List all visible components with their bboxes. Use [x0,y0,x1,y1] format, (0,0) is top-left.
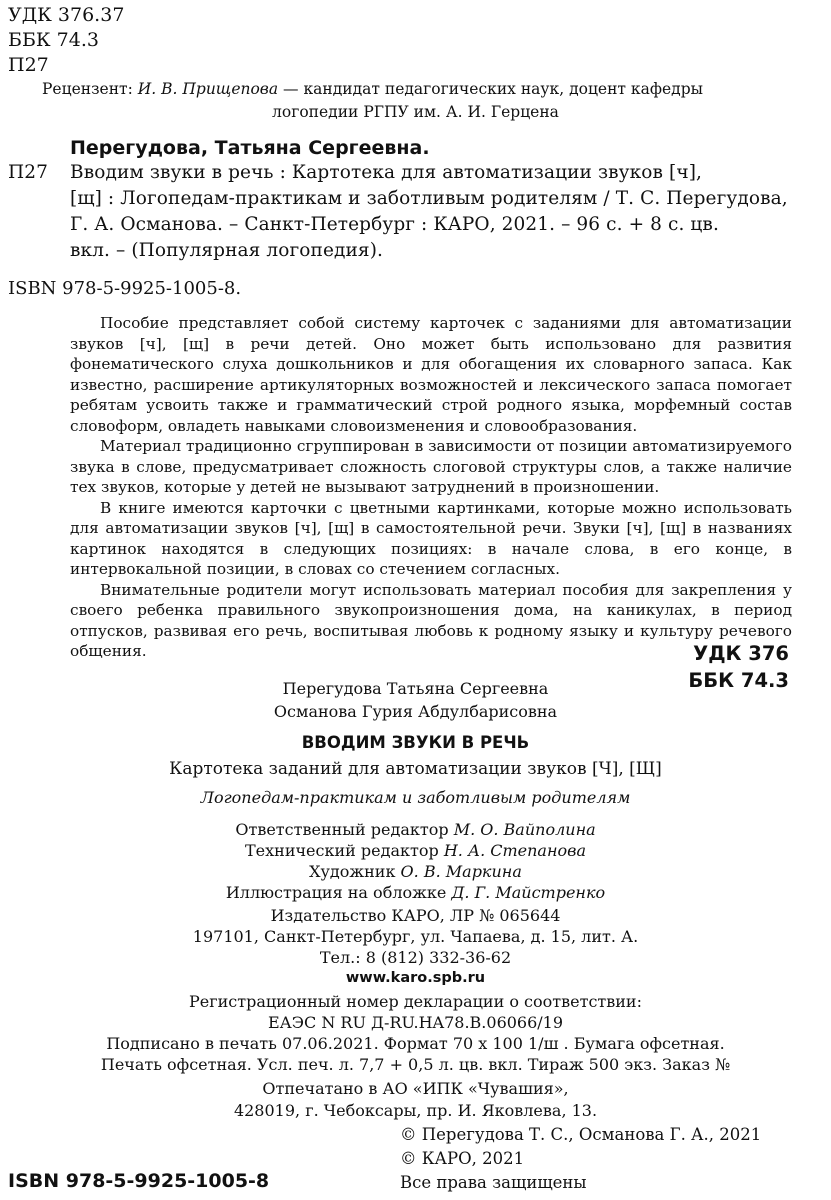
credit-role: Художник [309,862,396,881]
reviewer-credentials: — кандидат педагогических наук, доцент кафедры [283,80,703,98]
rights-reserved: Все права защищены [400,1173,587,1192]
credit-name: М. О. Вайполина [453,820,596,839]
output-audience: Логопедам-практикам и заботливым родителям [200,788,631,807]
bib-line-2: [щ] : Логопедам-практикам и заботливым родителям / Т. С. Перегудова, [70,188,788,209]
bib-line-3: Г. А. Османова. – Санкт-Петербург : КАРО, 2021. – 96 с. + 8 с. цв. [70,214,719,235]
reviewer-line [42,80,703,98]
bib-line-1: Вводим звуки в речь : Картотека для автоматизации звуков [ч], [70,162,702,183]
credit-name: О. В. Маркина [400,862,522,881]
credit-line [0,820,831,839]
output-author-1: Перегудова Татьяна Сергеевна [282,679,549,698]
annotation [70,313,792,662]
copyright-publisher: © КАРО, 2021 [400,1149,525,1168]
annotation-paragraph: Материал традиционно сгруппирован в зависимости от позиции автоматизируемого звука в слове, предусматривает сложность слоговой структуры слов, а также наличие тех звуков, которые у детей не вызывают затруднений в произношении. [70,437,792,496]
credit-name: Н. А. Степанова [443,841,586,860]
footer-isbn: ISBN 978-5-9925-1005-8 [8,1170,270,1192]
credit-line [0,862,831,881]
publisher-address: 197101, Санкт-Петербург, ул. Чапаева, д. 15, лит. А. [192,927,639,946]
output-author-2: Османова Гурия Абдулбарисовна [273,702,558,721]
publisher-phone: Тел.: 8 (812) 332-36-62 [319,948,512,967]
reviewer-label: Рецензент: [42,80,133,98]
credit-role: Технический редактор [244,841,439,860]
output-subtitle: Картотека заданий для автоматизации звуков [Ч], [Щ] [169,759,662,779]
annotation-paragraph: В книге имеются карточки с цветными картинками, которые можно использовать для автоматизации звуков [ч], [щ] в самостоятельной речи. Звуки [ч], [щ] в названиях картинок находятся в следующих позициях: в начале слова, в его конце, в интервокальной позиции, в словах со стечением согласных. [70,498,792,578]
copyright-authors: © Перегудова Т. С., Османова Г. А., 2021 [400,1125,762,1144]
udk-bottom: УДК 376 [693,642,789,665]
reviewer-name: И. В. Прищепова [137,80,279,98]
output-title: ВВОДИМ ЗВУКИ В РЕЧЬ [301,733,530,752]
author-heading: Перегудова, Татьяна Сергеевна. [70,137,430,159]
bib-author-mark: П27 [8,162,48,183]
credit-name: Д. Г. Майстренко [451,883,606,902]
print-details-2: Печать офсетная. Усл. печ. л. 7,7 + 0,5 л. цв. вкл. Тираж 500 экз. Заказ № [100,1055,731,1074]
registration-line-1: Регистрационный номер декларации о соответствии: [189,992,642,1011]
publisher-website[interactable]: www.karo.spb.ru [345,970,486,986]
annotation-paragraph: Внимательные родители могут использовать материал пособия для закрепления у своего ребенка правильного звукопроизношения дома, на каникулах, в период отпусков, развивая его речь, воспитывая любовь к родному языку и культуру речевого общения. [70,580,792,660]
credit-line [0,883,831,902]
printer-line-1: Отпечатано в АО «ИПК «Чувашия», [262,1079,569,1098]
reviewer-department: логопедии РГПУ им. А. И. Герцена [272,103,559,121]
printer-line-2: 428019, г. Чебоксары, пр. И. Яковлева, 13. [233,1101,598,1120]
bbk-bottom: ББК 74.3 [688,669,789,692]
bbk-code: ББК 74.3 [8,29,99,51]
print-details-1: Подписано в печать 07.06.2021. Формат 70 x 100 1/ш . Бумага офсетная. [106,1034,725,1053]
annotation-paragraph: Пособие представляет собой систему карточек с заданиями для автоматизации звуков [ч], [щ] в речи детей. Оно может быть использовано для развития фонематического слуха дошкольников и для обогащения их словарного запаса. Как известно, расширение артикуляторных возможностей и лексического запаса помогает ребятам усвоить также и грамматический строй родного языка, морфемный состав словоформ, овладеть навыками словоизменения и словообразования. [70,314,792,435]
registration-line-2: ЕАЭС N RU Д-RU.HA78.B.06066/19 [267,1013,564,1032]
bib-isbn: ISBN 978-5-9925-1005-8. [8,278,242,299]
credit-role: Ответственный редактор [235,820,449,839]
udk-code: УДК 376.37 [8,4,125,26]
credit-role: Иллюстрация на обложке [225,883,447,902]
publisher-license: Издательство КАРО, ЛР № 065644 [270,906,561,925]
credit-line [0,841,831,860]
bib-line-4: вкл. – (Популярная логопедия). [70,240,383,261]
author-mark: П27 [8,54,49,76]
